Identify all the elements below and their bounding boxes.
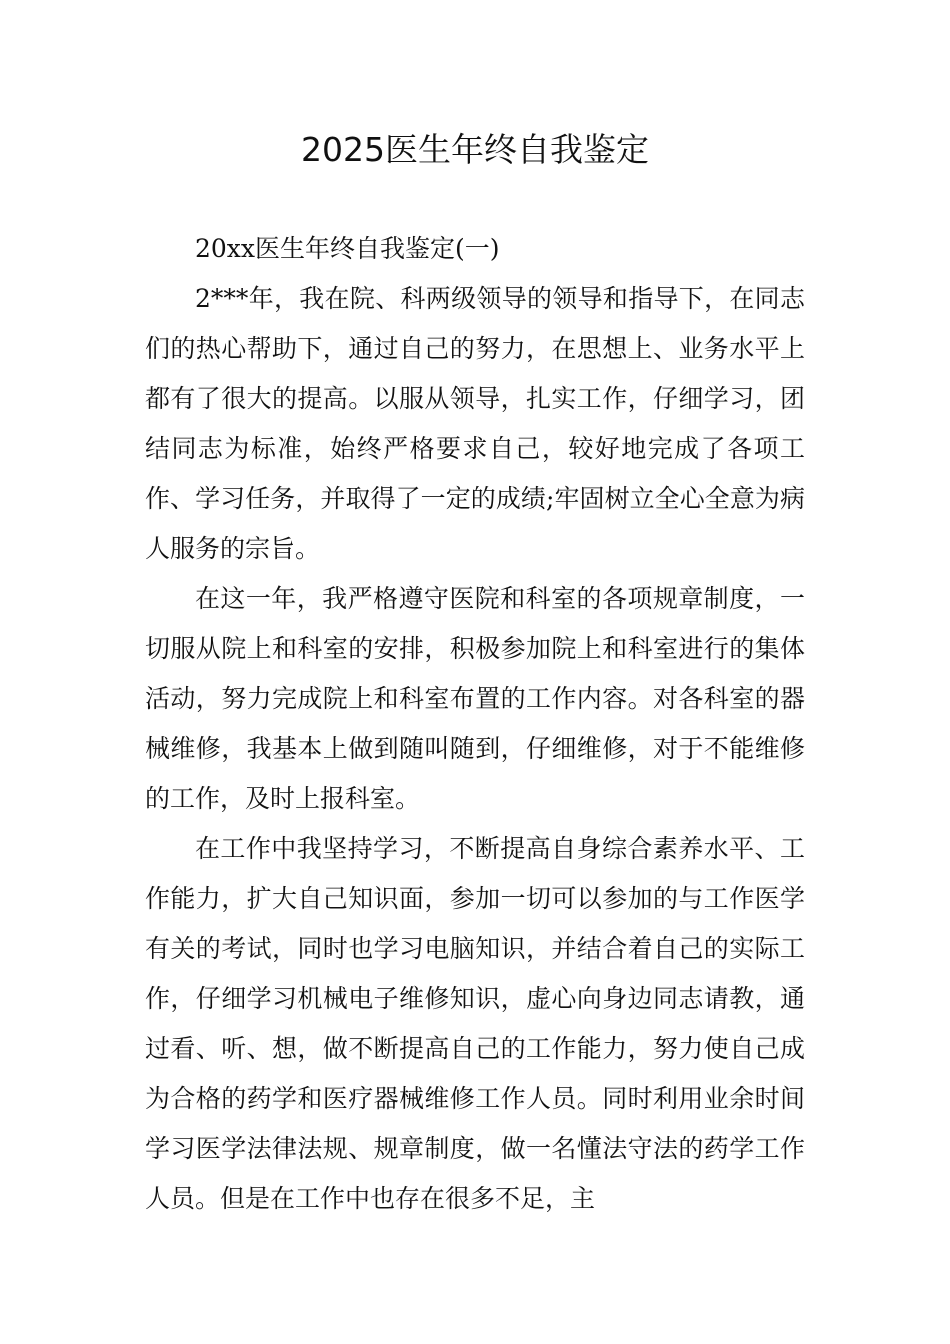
section-heading: 20xx医生年终自我鉴定(一) [195,234,500,263]
paragraph: 在工作中我坚持学习，不断提高自身综合素养水平、工作能力，扩大自己知识面，参加一切可以参加的与工作医学有关的考试，同时也学习电脑知识，并结合着自己的实际工作，仔细学习机械电子维修知识，虚心向身边同志请教，通过看、听、想，做不断提高自己的工作能力，努力使自己成为合格的药学和医疗器械维修工作人员。同时利用业余时间学习医学法律法规、规章制度，做一名懂法守法的药学工作人员。但是在工作中也存在很多不足，主 [145,834,805,1213]
paragraph: 2***年，我在院、科两级领导的领导和指导下，在同志们的热心帮助下，通过自己的努力，在思想上、业务水平上都有了很大的提高。以服从领导，扎实工作，仔细学习，团结同志为标准，始终严格要求自己，较好地完成了各项工作、学习任务，并取得了一定的成绩;牢固树立全心全意为病人服务的宗旨。 [145,284,805,563]
document-title: 2025医生年终自我鉴定 [301,130,649,169]
paragraph: 在这一年，我严格遵守医院和科室的各项规章制度，一切服从院上和科室的安排，积极参加院上和科室进行的集体活动，努力完成院上和科室布置的工作内容。对各科室的器械维修，我基本上做到随叫随到，仔细维修，对于不能维修的工作，及时上报科室。 [145,584,805,813]
document-body [145,224,805,1224]
